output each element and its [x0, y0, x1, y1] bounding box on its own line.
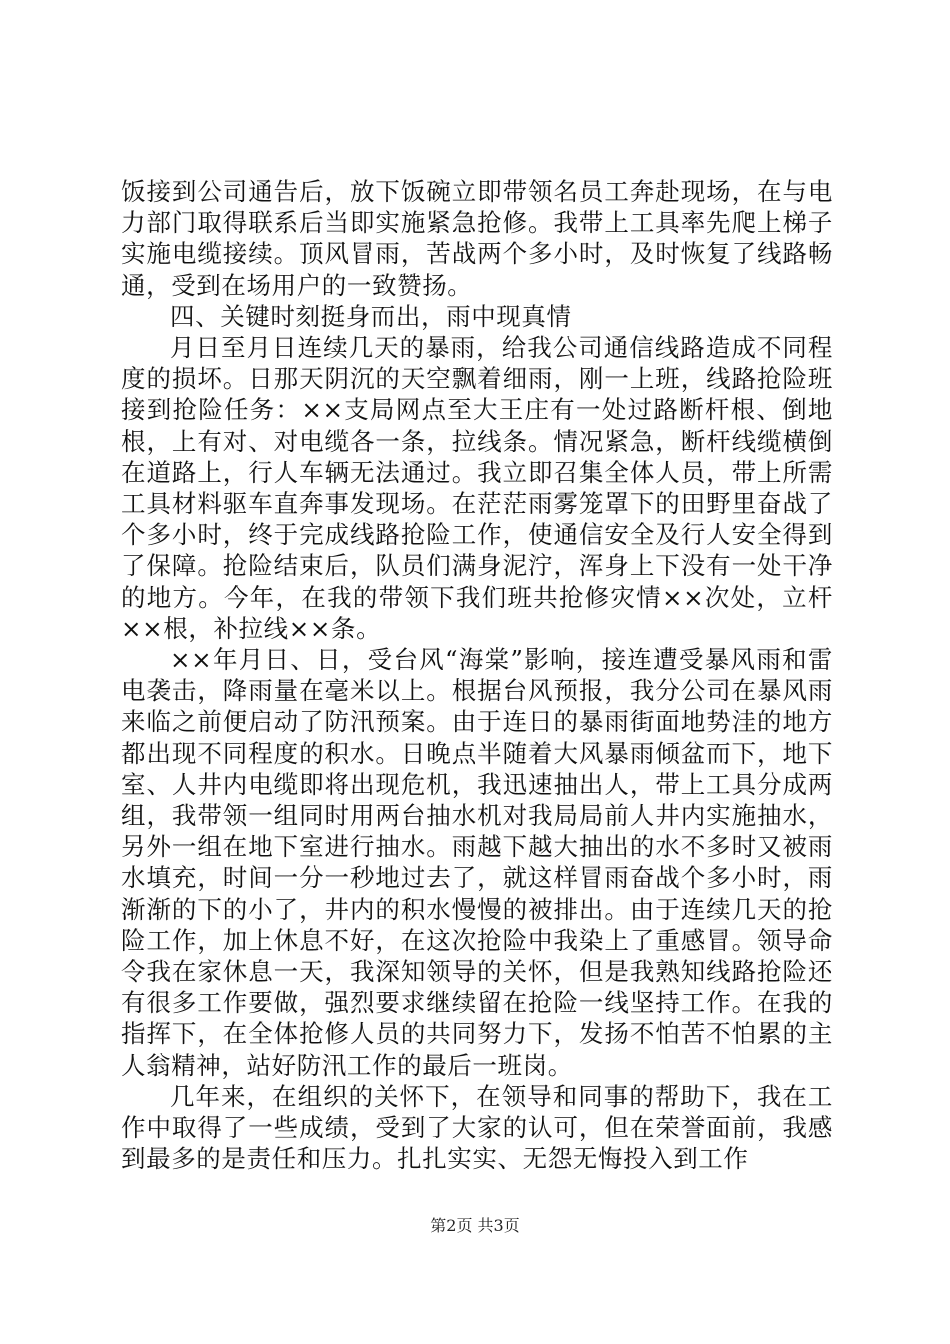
paragraph-conclusion: 几年来，在组织的关怀下，在领导和同事的帮助下，我在工作中取得了一些成绩，受到了大家的认可，但在荣誉面前，我感到最多的是责任和压力。扎扎实实、无怨无悔投入到工作 — [121, 1081, 833, 1174]
paragraph-storm-repair: 月日至月日连续几天的暴雨，给我公司通信线路造成不同程度的损坏。日那天阴沉的天空飘着细雨，刚一上班，线路抢险班接到抢险任务：××支局网点至大王庄有一处过路断杆根、倒地根，上有对、对电缆各一条，拉线条。情况紧急，断杆线缆横倒在道路上，行人车辆无法通过。我立即召集全体人员，带上所需工具材料驱车直奔事发现场。在茫茫雨雾笼罩下的田野里奋战了个多小时，终于完成线路抢险工作，使通信安全及行人安全得到了保障。抢险结束后，队员们满身泥泞，浑身上下没有一处干净的地方。今年，在我的带领下我们班共抢修灾情××次处，立杆××根，补拉线××条。 — [121, 333, 833, 643]
page-number-footer: 第2页 共3页 — [430, 1216, 520, 1235]
document-body — [121, 176, 833, 1175]
section-heading: 四、关键时刻挺身而出，雨中现真情 — [170, 301, 572, 331]
paragraph-continuation: 饭接到公司通告后，放下饭碗立即带领名员工奔赴现场，在与电力部门取得联系后当即实施紧急抢修。我带上工具率先爬上梯子实施电缆接续。顶风冒雨，苦战两个多小时，及时恢复了线路畅通，受到在场用户的一致赞扬。 — [121, 177, 833, 300]
paragraph-typhoon: ××年月日、日，受台风“海棠”影响，接连遭受暴风雨和雷电袭击，降雨量在毫米以上。根据台风预报，我分公司在暴风雨来临之前便启动了防汛预案。由于连日的暴雨街面地势洼的地方都出现不同程度的积水。日晚点半随着大风暴雨倾盆而下，地下室、人井内电缆即将出现危机，我迅速抽出人，带上工具分成两组，我带领一组同时用两台抽水机对我局局前人井内实施抽水，另外一组在地下室进行抽水。雨越下越大抽出的水不多时又被雨水填充，时间一分一秒地过去了，就这样冒雨奋战个多小时，雨渐渐的下的小了，井内的积水慢慢的被排出。由于连续几天的抢险工作，加上休息不好，在这次抢险中我染上了重感冒。领导命令我在家休息一天，我深知领导的关怀，但是我熟知线路抢险还有很多工作要做，强烈要求继续留在抢险一线坚持工作。在我的指挥下，在全体抢修人员的共同努力下，发扬不怕苦不怕累的主人翁精神，站好防汛工作的最后一班岗。 — [121, 645, 833, 1080]
